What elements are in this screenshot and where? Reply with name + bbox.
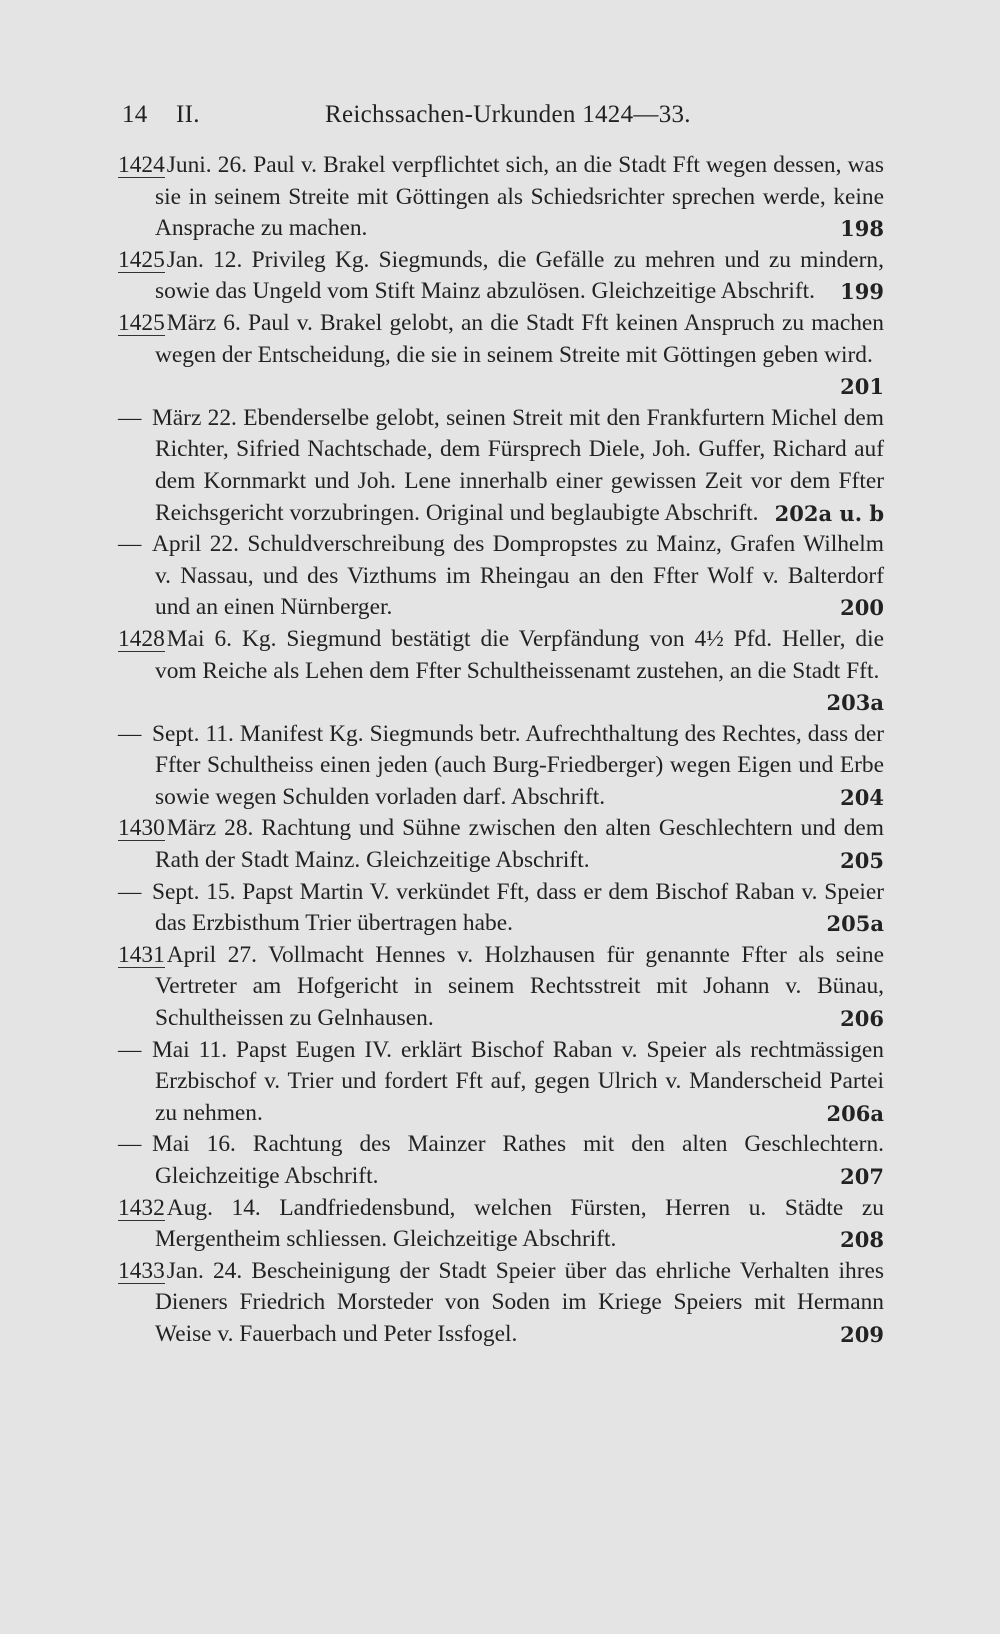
list-item xyxy=(118,1256,884,1351)
entry-year-dash: — xyxy=(118,404,142,431)
entry-year: 1425 xyxy=(118,246,165,273)
list-item xyxy=(118,1035,884,1130)
entry-year: 1428 xyxy=(118,625,165,652)
entry-number: 198 xyxy=(840,216,884,242)
entry-year: 1430 xyxy=(118,815,165,842)
entry-text: Rachtung und Sühne zwischen den alten Geschlechtern und dem Rath der Stadt Mainz. Gleichzeitige Abschrift. xyxy=(155,815,884,874)
list-item xyxy=(118,719,884,814)
entry-year: 1425 xyxy=(118,309,165,336)
entry-number: 206 xyxy=(840,1006,884,1032)
list-item xyxy=(118,403,884,529)
entry-year-dash: — xyxy=(118,1036,142,1063)
entry-year: 1424 xyxy=(118,152,165,178)
list-item xyxy=(118,813,884,876)
entry-date: Mai 11. xyxy=(152,1036,228,1063)
entry-number: 200 xyxy=(840,595,884,621)
page-number: 14 xyxy=(122,101,148,128)
entry-year: 1433 xyxy=(118,1257,165,1284)
entry-list xyxy=(118,150,884,1351)
entry-date: April 27. xyxy=(166,941,257,968)
entry-number: 207 xyxy=(840,1164,884,1189)
running-title: Reichssachen-Urkunden 1424—33. xyxy=(325,101,691,128)
list-item xyxy=(118,529,884,624)
page-header xyxy=(122,98,882,132)
entry-text: Landfriedensbund, welchen Fürsten, Herren u. Städte zu Mergentheim schliessen. Gleichzeitige Abschrift. xyxy=(155,1194,884,1253)
list-item xyxy=(118,150,884,245)
entry-text: Paul v. Brakel verpflichtet sich, an die Stadt Fft wegen dessen, was sie in seinem Streite mit Göttingen als Schiedsrichter sprechen werde, keine Ansprache zu machen. xyxy=(155,152,884,242)
entry-date: Juni. 26. xyxy=(166,152,248,178)
entry-date: Aug. 14. xyxy=(166,1194,261,1221)
entry-number: 205 xyxy=(840,848,884,874)
entry-text: Bescheinigung der Stadt Speier über das ehrliche Verhalten ihres Dieners Friedrich Morsteder von Soden im Kriege Speiers mit Hermann Weise v. Fauerbach und Peter Issfogel. xyxy=(155,1257,884,1347)
entry-text: Kg. Siegmund bestätigt die Verpfändung von 4½ Pfd. Heller, die vom Reiche als Lehen dem Ffter Schultheissenamt zustehen, an die Stadt Fft. xyxy=(155,625,884,684)
entry-number: 202a u. b xyxy=(774,500,884,526)
section-number: II. xyxy=(176,101,200,128)
list-item xyxy=(118,877,884,940)
entry-number: 208 xyxy=(840,1227,884,1253)
entry-text: Papst Martin V. verkündet Fft, dass er dem Bischof Raban v. Speier das Erzbisthum Trier übertragen habe. xyxy=(155,878,884,937)
entry-text: Rachtung des Mainzer Rathes mit den alten Geschlechtern. Gleichzeitige Abschrift. xyxy=(155,1131,884,1189)
entry-text: Paul v. Brakel gelobt, an die Stadt Fft keinen Anspruch zu machen wegen der Entscheidung, die sie in seinem Streite mit Göttingen geben wird. xyxy=(155,309,884,368)
entry-number: 203a xyxy=(826,690,884,716)
entry-date: März 22. xyxy=(152,404,237,431)
entry-number: 206a xyxy=(826,1100,884,1126)
entry-date: Sept. 11. xyxy=(152,720,234,747)
entry-number: 199 xyxy=(840,279,884,305)
entry-year-dash: — xyxy=(118,1131,142,1158)
entry-text: Manifest Kg. Siegmunds betr. Aufrechthaltung des Rechtes, dass der Ffter Schultheiss einen jeden (auch Burg-Friedberger) wegen Eigen und Erbe sowie wegen Schulden vorladen darf. Abschrift. xyxy=(155,720,884,810)
entry-number: 201 xyxy=(840,374,884,400)
entry-date: Jan. 24. xyxy=(166,1257,243,1284)
entry-year-dash: — xyxy=(118,720,142,747)
entry-text: Privileg Kg. Siegmunds, die Gefälle zu mehren und zu mindern, sowie das Ungeld vom Stift Mainz abzulösen. Gleichzeitige Abschrift. xyxy=(155,246,884,305)
list-item xyxy=(118,308,884,403)
list-item xyxy=(118,1193,884,1256)
entry-date: März 28. xyxy=(166,815,254,842)
list-item xyxy=(118,245,884,308)
entry-number: 204 xyxy=(840,784,884,810)
entry-date: Mai 16. xyxy=(152,1131,236,1158)
entry-date: Jan. 12. xyxy=(166,246,243,273)
list-item xyxy=(118,940,884,1035)
entry-year-dash: — xyxy=(118,878,142,905)
entry-number: 209 xyxy=(840,1321,884,1347)
entry-number: 205a xyxy=(826,911,884,937)
entry-date: April 22. xyxy=(152,531,239,558)
entry-date: Mai 6. xyxy=(166,625,232,652)
list-item xyxy=(118,624,884,719)
entry-text: Vollmacht Hennes v. Holzhausen für genannte Ffter als seine Vertreter am Hofgericht in seinem Rechtsstreit mit Johann v. Bünau, Schultheissen zu Gelnhausen. xyxy=(155,941,884,1032)
entry-year: 1432 xyxy=(118,1194,165,1221)
entry-date: Sept. 15. xyxy=(152,878,236,905)
entry-year: 1431 xyxy=(118,941,165,968)
entry-date: März 6. xyxy=(166,309,241,336)
list-item xyxy=(118,1129,884,1192)
entry-text: Schuldverschreibung des Dompropstes zu Mainz, Grafen Wilhelm v. Nassau, und des Vizthums im Rheingau an den Ffter Wolf v. Balterdorf und an einen Nürnberger. xyxy=(155,531,884,621)
entry-year-dash: — xyxy=(118,531,142,558)
entry-text: Ebenderselbe gelobt, seinen Streit mit den Frankfurtern Michel dem Richter, Sifried Nachtschade, dem Fürsprech Diele, Joh. Guffer, Richard auf dem Kornmarkt und Joh. Lene innerhalb einer gewissen Zeit vor dem Ffter Reichsgericht vorzubringen. Original und beglaubigte Abschrift. xyxy=(155,404,884,526)
entry-text: Papst Eugen IV. erklärt Bischof Raban v. Speier als rechtmässigen Erzbischof v. Trier und fordert Fft auf, gegen Ulrich v. Manderscheid Partei zu nehmen. xyxy=(155,1036,885,1126)
